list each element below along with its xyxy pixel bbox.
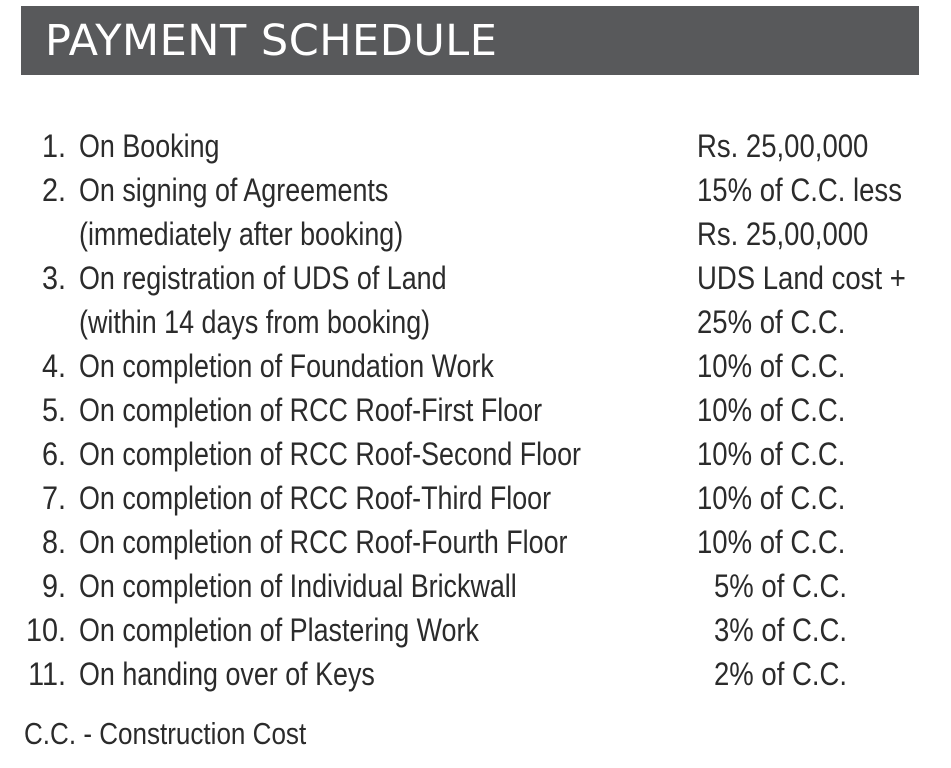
row-amount: 10% of C.C.: [697, 480, 846, 516]
schedule-row: [0, 608, 951, 652]
row-amount: 5% of C.C.: [714, 568, 848, 604]
row-description: On handing over of Keys: [79, 656, 375, 692]
row-number: 6.: [41, 436, 66, 472]
schedule-row: [0, 520, 951, 564]
row-amount: 10% of C.C.: [697, 524, 846, 560]
schedule-row-continuation: [0, 212, 951, 256]
row-number: 4.: [41, 348, 66, 384]
row-number: 10.: [25, 612, 66, 648]
row-number: 9.: [41, 568, 66, 604]
schedule-row: [0, 476, 951, 520]
row-amount: 2% of C.C.: [714, 656, 848, 692]
row-description: On completion of Foundation Work: [79, 348, 494, 384]
row-description: On Booking: [79, 128, 220, 164]
title-bar: [21, 6, 919, 75]
page-title: PAYMENT SCHEDULE: [45, 16, 498, 66]
row-amount: 10% of C.C.: [697, 392, 846, 428]
row-amount: UDS Land cost +: [697, 260, 906, 296]
row-description: On completion of Plastering Work: [79, 612, 479, 648]
row-description: On completion of RCC Roof-Third Floor: [79, 480, 552, 516]
row-description: On completion of RCC Roof-First Floor: [79, 392, 543, 428]
row-amount: 10% of C.C.: [697, 348, 846, 384]
row-description: On completion of Individual Brickwall: [79, 568, 517, 604]
schedule-row: [0, 344, 951, 388]
row-number: 3.: [41, 260, 66, 296]
schedule-row: [0, 388, 951, 432]
row-number: 11.: [28, 656, 67, 692]
schedule-row: [0, 432, 951, 476]
row-number: 7.: [41, 480, 66, 516]
row-number: 5.: [41, 392, 66, 428]
row-number: 2.: [41, 172, 66, 208]
row-description: On signing of Agreements: [79, 172, 389, 208]
row-description: (within 14 days from booking): [79, 304, 431, 340]
footnote: C.C. - Construction Cost: [24, 716, 307, 751]
payment-schedule-list: [0, 124, 951, 696]
row-description: On registration of UDS of Land: [79, 260, 447, 296]
row-amount: 15% of C.C. less: [697, 172, 902, 208]
row-amount: 3% of C.C.: [714, 612, 848, 648]
schedule-row: [0, 256, 951, 300]
row-amount: 25% of C.C.: [697, 304, 846, 340]
row-description: On completion of RCC Roof-Second Floor: [79, 436, 581, 472]
schedule-row: [0, 652, 951, 696]
row-description: On completion of RCC Roof-Fourth Floor: [79, 524, 568, 560]
row-amount: Rs. 25,00,000: [697, 216, 869, 252]
row-description: (immediately after booking): [79, 216, 404, 252]
schedule-row: [0, 124, 951, 168]
schedule-row-continuation: [0, 300, 951, 344]
schedule-row: [0, 168, 951, 212]
row-amount: 10% of C.C.: [697, 436, 846, 472]
row-amount: Rs. 25,00,000: [697, 128, 869, 164]
row-number: 1.: [41, 128, 66, 164]
row-number: 8.: [41, 524, 66, 560]
schedule-row: [0, 564, 951, 608]
